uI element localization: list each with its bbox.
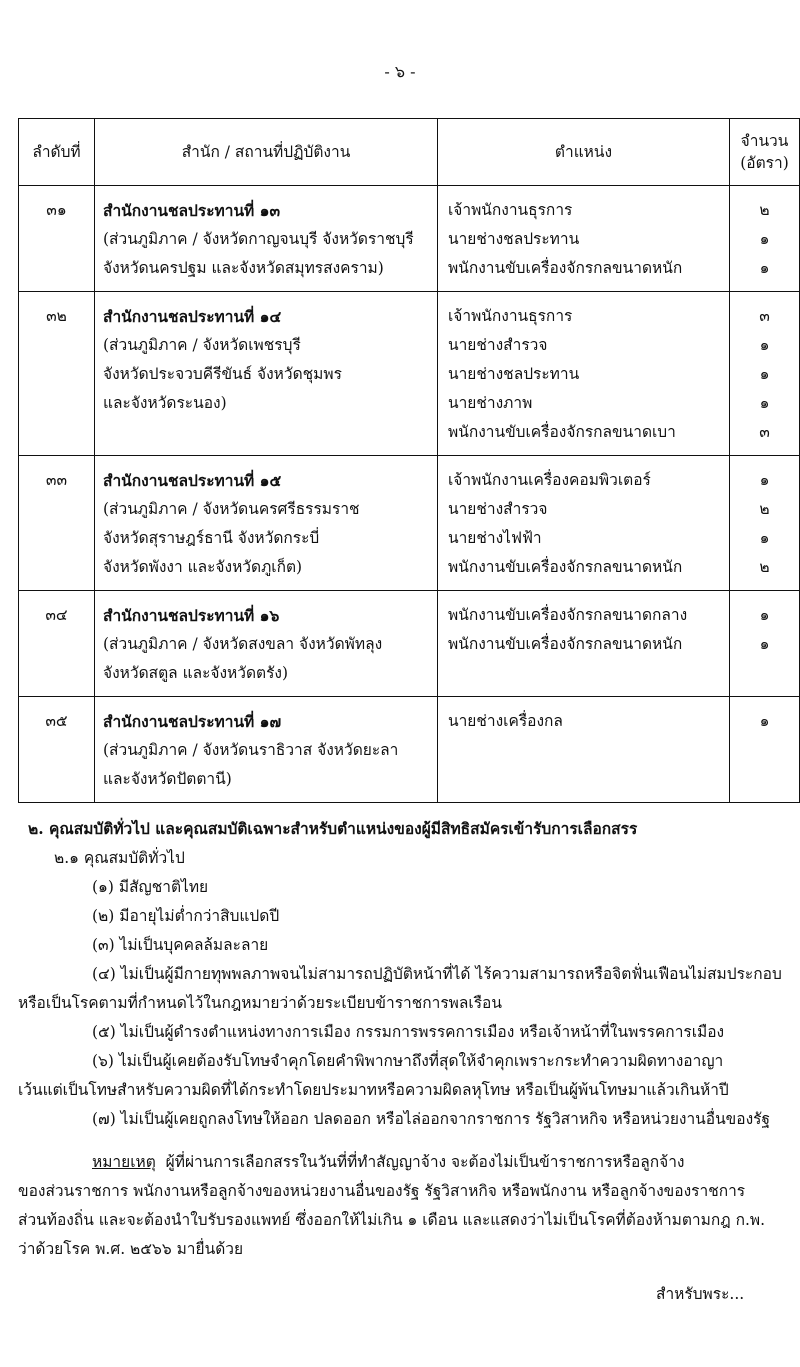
- position-cell: [438, 186, 730, 292]
- position-name: นายช่างชลประทาน: [448, 230, 580, 248]
- position-name: นายช่างชลประทาน: [448, 365, 580, 383]
- position-count: ๑: [759, 259, 770, 277]
- header-position: ตำแหน่ง: [438, 119, 730, 186]
- table-row: [19, 186, 800, 292]
- position-count: ๓: [759, 307, 770, 325]
- position-count: ๑: [759, 529, 770, 547]
- office-detail: จังหวัดนครปฐม และจังหวัดสมุทรสงคราม): [103, 259, 384, 277]
- position-count: ๒: [759, 558, 770, 576]
- qualification-item-cont: เว้นแต่เป็นโทษสำหรับความผิดที่ได้กระทำโดยประมาทหรือความผิดลหุโทษ หรือเป็นผู้พ้นโทษมาแล้วเกินห้าปี: [18, 1081, 729, 1099]
- row-number: ๓๑: [19, 186, 95, 292]
- table-header-row: [19, 119, 800, 186]
- position-name: เจ้าพนักงานเครื่องคอมพิวเตอร์: [448, 471, 651, 489]
- office-detail: (ส่วนภูมิภาค / จังหวัดกาญจนบุรี จังหวัดราชบุรี: [103, 230, 414, 248]
- qualification-item: (๖) ไม่เป็นผู้เคยต้องรับโทษจำคุกโดยคำพิพากษาถึงที่สุดให้จำคุกเพราะกระทำความผิดทางอาญา: [92, 1052, 724, 1070]
- office-detail: และจังหวัดระนอง): [103, 394, 227, 412]
- table-row: [19, 697, 800, 803]
- qualification-item: (๕) ไม่เป็นผู้ดำรงตำแหน่งทางการเมือง กรรมการพรรคการเมือง หรือเจ้าหน้าที่ในพรรคการเมือง: [92, 1023, 725, 1041]
- position-name: เจ้าพนักงานธุรการ: [448, 201, 573, 219]
- position-name: เจ้าพนักงานธุรการ: [448, 307, 573, 325]
- note-line: ว่าด้วยโรค พ.ศ. ๒๕๖๖ มายื่นด้วย: [18, 1240, 244, 1258]
- table-row: [19, 456, 800, 591]
- office-detail: จังหวัดสตูล และจังหวัดตรัง): [103, 664, 289, 682]
- position-name: นายช่างเครื่องกล: [448, 712, 563, 730]
- position-name: นายช่างสำรวจ: [448, 500, 548, 518]
- office-title: สำนักงานชลประทานที่ ๑๖: [103, 606, 280, 625]
- position-count: ๑: [759, 230, 770, 248]
- row-number: ๓๔: [19, 591, 95, 697]
- continuation-text: สำหรับพระ...: [656, 1285, 745, 1303]
- count-cell: [730, 697, 800, 803]
- office-cell: [95, 292, 438, 456]
- note-line: หมายเหตุ ผู้ที่ผ่านการเลือกสรรในวันที่ที่ทำสัญญาจ้าง จะต้องไม่เป็นข้าราชการหรือลูกจ้าง: [92, 1153, 685, 1171]
- count-cell: [730, 591, 800, 697]
- position-name: นายช่างไฟฟ้า: [448, 529, 542, 547]
- position-cell: [438, 591, 730, 697]
- office-detail: จังหวัดประจวบคีรีขันธ์ จังหวัดชุมพร: [103, 365, 342, 383]
- count-cell: [730, 186, 800, 292]
- header-office: สำนัก / สถานที่ปฏิบัติงาน: [95, 119, 438, 186]
- position-name: พนักงานขับเครื่องจักรกลขนาดกลาง: [448, 606, 688, 624]
- header-count: จำนวน (อัตรา): [730, 119, 800, 186]
- position-name: พนักงานขับเครื่องจักรกลขนาดเบา: [448, 423, 676, 441]
- position-name: พนักงานขับเครื่องจักรกลขนาดหนัก: [448, 635, 683, 653]
- office-detail: (ส่วนภูมิภาค / จังหวัดนครศรีธรรมราช: [103, 500, 360, 518]
- office-detail: (ส่วนภูมิภาค / จังหวัดนราธิวาส จังหวัดยะลา: [103, 741, 399, 759]
- office-detail: จังหวัดสุราษฎร์ธานี จังหวัดกระบี่: [103, 529, 320, 547]
- qualification-item: (๗) ไม่เป็นผู้เคยถูกลงโทษให้ออก ปลดออก หรือไล่ออกจากราชการ รัฐวิสาหกิจ หรือหน่วยงานอื่นของรัฐ: [92, 1110, 771, 1128]
- position-count: ๑: [759, 365, 770, 383]
- note-label: หมายเหตุ: [92, 1153, 156, 1171]
- office-cell: [95, 697, 438, 803]
- position-cell: [438, 456, 730, 591]
- subsection-heading: ๒.๑ คุณสมบัติทั่วไป: [54, 849, 185, 867]
- office-title: สำนักงานชลประทานที่ ๑๓: [103, 201, 281, 220]
- office-cell: [95, 591, 438, 697]
- row-number: ๓๓: [19, 456, 95, 591]
- row-number: ๓๕: [19, 697, 95, 803]
- office-detail: (ส่วนภูมิภาค / จังหวัดเพชรบุรี: [103, 336, 301, 354]
- office-detail: และจังหวัดปัตตานี): [103, 770, 232, 788]
- position-count: ๓: [759, 423, 770, 441]
- positions-table: [18, 118, 800, 803]
- position-name: พนักงานขับเครื่องจักรกลขนาดหนัก: [448, 558, 683, 576]
- office-cell: [95, 456, 438, 591]
- position-name: พนักงานขับเครื่องจักรกลขนาดหนัก: [448, 259, 683, 277]
- row-number: ๓๒: [19, 292, 95, 456]
- office-detail: (ส่วนภูมิภาค / จังหวัดสงขลา จังหวัดพัทลุง: [103, 635, 383, 653]
- count-cell: [730, 292, 800, 456]
- count-cell: [730, 456, 800, 591]
- office-detail: จังหวัดพังงา และจังหวัดภูเก็ต): [103, 558, 303, 576]
- section-heading: ๒. คุณสมบัติทั่วไป และคุณสมบัติเฉพาะสำหรับตำแหน่งของผู้มีสิทธิสมัครเข้ารับการเลือกสรร: [28, 819, 638, 838]
- position-name: นายช่างภาพ: [448, 394, 533, 412]
- position-count: ๒: [759, 500, 770, 518]
- qualification-item: (๒) มีอายุไม่ต่ำกว่าสิบแปดปี: [92, 907, 280, 925]
- position-count: ๑: [759, 606, 770, 624]
- header-order: ลำดับที่: [19, 119, 95, 186]
- position-cell: [438, 292, 730, 456]
- office-cell: [95, 186, 438, 292]
- office-title: สำนักงานชลประทานที่ ๑๕: [103, 471, 282, 490]
- position-name: นายช่างสำรวจ: [448, 336, 548, 354]
- page-number: - ๖ -: [384, 62, 416, 81]
- position-cell: [438, 697, 730, 803]
- position-count: ๑: [759, 635, 770, 653]
- qualification-item-cont: หรือเป็นโรคตามที่กำหนดไว้ในกฎหมายว่าด้วยระเบียบข้าราชการพลเรือน: [18, 994, 502, 1012]
- qualification-item: (๓) ไม่เป็นบุคคลล้มละลาย: [92, 936, 269, 954]
- position-count: ๑: [759, 471, 770, 489]
- table-row: [19, 292, 800, 456]
- note-line: ของส่วนราชการ พนักงานหรือลูกจ้างของหน่วยงานอื่นของรัฐ รัฐวิสาหกิจ หรือพนักงาน หรือลูกจ้างของราชการ: [18, 1182, 746, 1200]
- qualification-item: (๑) มีสัญชาติไทย: [92, 878, 209, 896]
- qualification-item: (๔) ไม่เป็นผู้มีกายทุพพลภาพจนไม่สามารถปฏิบัติหน้าที่ได้ ไร้ความสามารถหรือจิตฟั่นเฟือนไม่สมประกอบ: [92, 965, 782, 983]
- position-count: ๑: [759, 394, 770, 412]
- position-count: ๒: [759, 201, 770, 219]
- office-title: สำนักงานชลประทานที่ ๑๔: [103, 307, 282, 326]
- position-count: ๑: [759, 336, 770, 354]
- table-row: [19, 591, 800, 697]
- note-line: ส่วนท้องถิ่น และจะต้องนำใบรับรองแพทย์ ซึ่งออกให้ไม่เกิน ๑ เดือน และแสดงว่าไม่เป็นโรคที่ต้องห้ามตามกฎ ก.พ.: [18, 1211, 766, 1229]
- position-count: ๑: [759, 712, 770, 730]
- office-title: สำนักงานชลประทานที่ ๑๗: [103, 712, 282, 731]
